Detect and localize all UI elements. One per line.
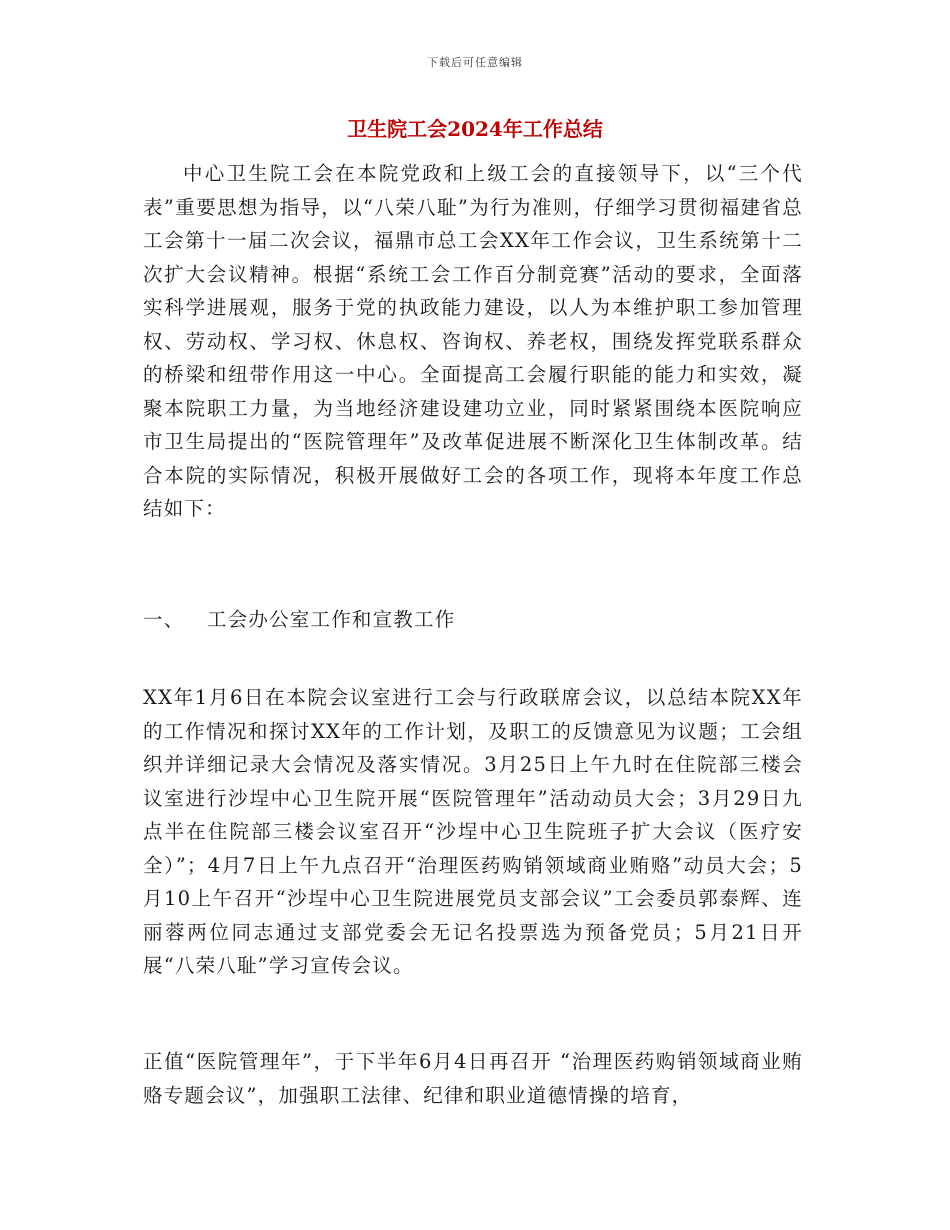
intro-paragraph: 中心卫生院工会在本院党政和上级工会的直接领导下，以“三个代表”重要思想为指导，以“八荣八耻”为行为准则，仔细学习贯彻福建省总工会第十一届二次会议，福鼎市总工会XX年工作会议，卫生系统第十二次扩大会议精神。根据“系统工会工作百分制竞赛”活动的要求，全面落实科学进展观，服务于党的执政能力建设，以人为本维护职工参加管理权、劳动权、学习权、休息权、咨询权、养老权，围绕发挥党联系群众的桥梁和纽带作用这一中心。全面提高工会履行职能的能力和实效，凝聚本院职工力量，为当地经济建设建功立业，同时紧紧围绕本医院响应市卫生局提出的“医院管理年”及改革促进展不断深化卫生体制改革。结合本院的实际情况，积极开展做好工会的各项工作，现将本年度工作总结如下： [143,162,803,520]
section-1-paragraph-1: XX年1月6日在本院会议室进行工会与行政联席会议，以总结本院XX年的工作情况和探讨XX年的工作计划，及职工的反馈意见为议题；工会组织并详细记录大会情况及落实情况。3月25日上午九时在住院部三楼会议室进行沙埕中心卫生院开展“医院管理年”活动动员大会；3月29日九点半在住院部三楼会议室召开“沙埕中心卫生院班子扩大会议（医疗安全）”；4月7日上午九点召开“治理医药购销领域商业贿赂”动员大会；5月10上午召开“沙埕中心卫生院进展党员支部会议”工会委员郭泰辉、连丽蓉两位同志通过支部党委会无记名投票选为预备党员；5月21日开展“八荣八耻”学习宣传会议。 [143,686,803,977]
section-number: 一、 [143,608,185,631]
header-note: 下载后可任意编辑 [427,56,523,69]
section-heading-1 [143,603,455,637]
document-title: 卫生院工会2024年工作总结 [347,117,603,141]
section-1-paragraph-2: 正值“医院管理年”，于下半年6月4日再召开 “治理医药购销领域商业贿赂专题会议”，加强职工法律、纪律和职业道德情操的培育， [143,1050,803,1107]
section-title: 工会办公室工作和宣教工作 [207,608,456,631]
